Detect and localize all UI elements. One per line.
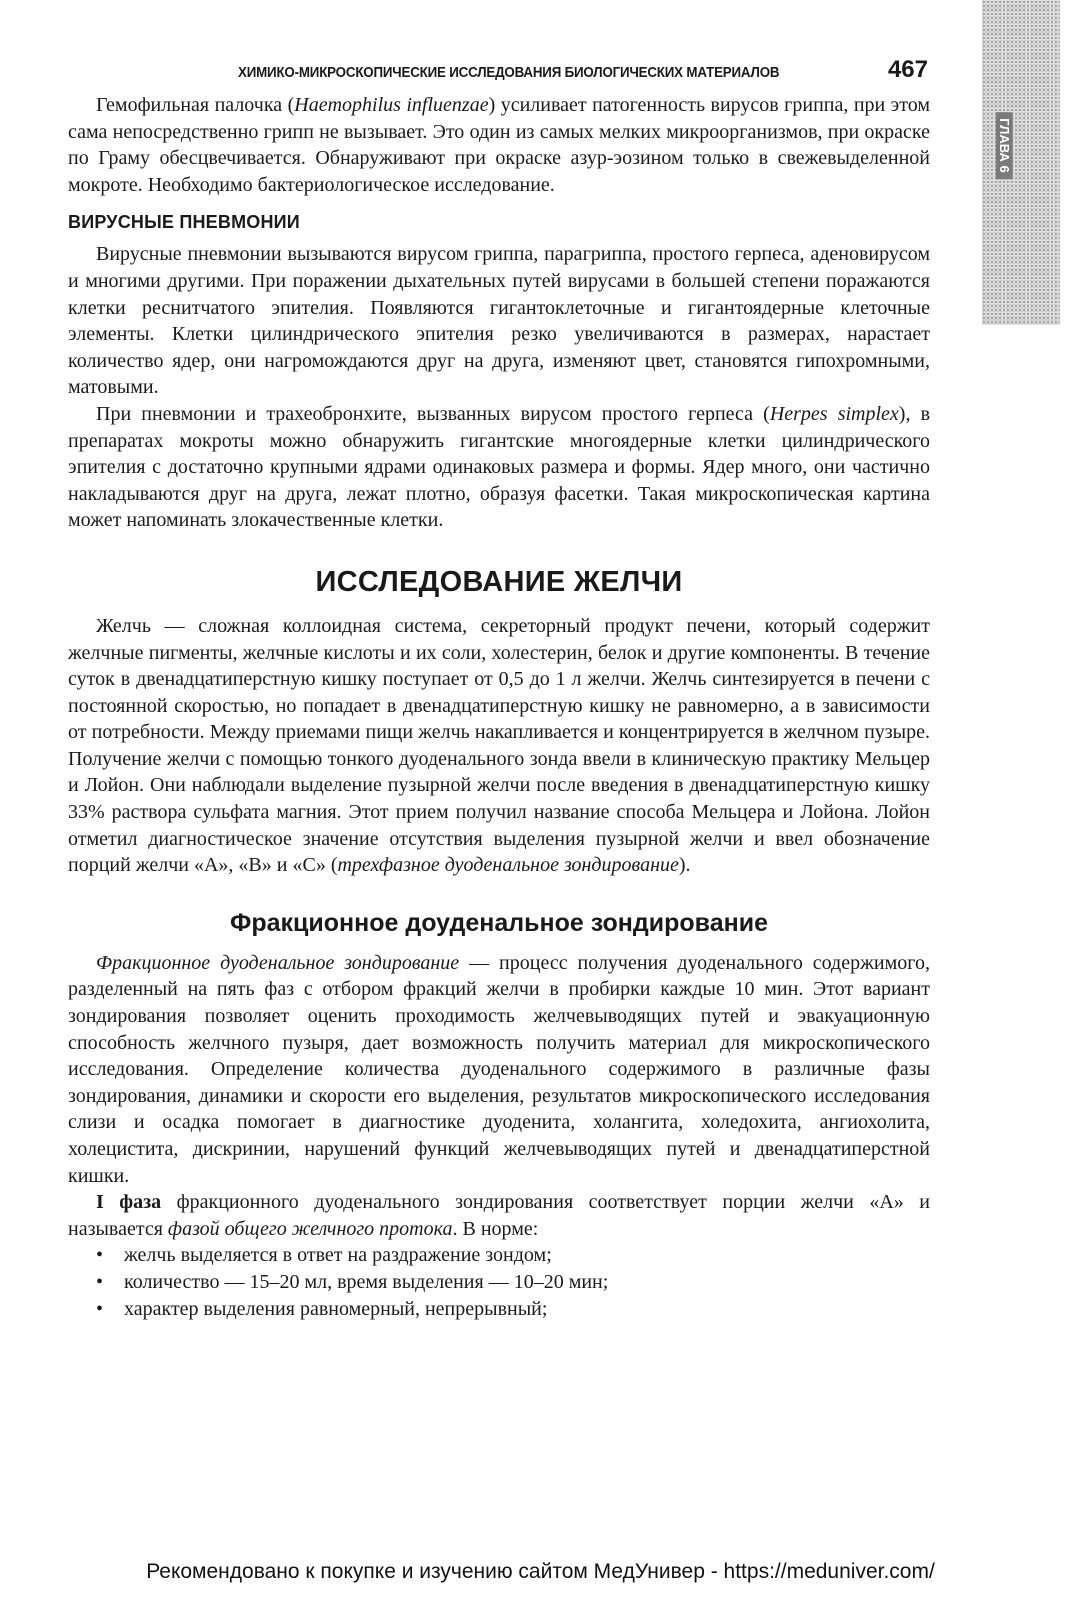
running-header <box>238 56 928 86</box>
paragraph-herpes <box>68 401 930 534</box>
text-run: При пневмонии и трахеобронхите, вызванных вирусом простого герпеса ( <box>96 402 770 425</box>
paragraph-phase-one <box>68 1189 930 1242</box>
page-content <box>68 92 930 1322</box>
italic-term: фазой общего желчного протока <box>167 1217 453 1240</box>
paragraph-fractional-sounding <box>68 950 930 1189</box>
chapter-tab-text: ГЛАВА 6 <box>996 112 1013 179</box>
list-item: • характер выделения равномерный, непрерывный; <box>68 1296 930 1323</box>
page-number: 467 <box>887 56 928 83</box>
phase-one-norm-list <box>68 1242 930 1322</box>
chapter-tab-label <box>984 100 1024 190</box>
bold-term: I фаза <box>96 1191 162 1214</box>
heading-viral-pneumonia: ВИРУСНЫЕ ПНЕВМОНИИ <box>68 212 300 233</box>
text-run: ). <box>678 854 691 877</box>
text-run: ), в препаратах мокроты можно обнаружить гигантские многоядерные клетки цилиндрического эпителия с достаточно крупными ядрами одинаковых размера и формы. Ядер много, они частично накладываются друг на друга, лежат плотно, образуя фасетки. Такая микроскопическая картина может напоминать злокачественные клетки. <box>68 402 931 532</box>
text-run: ) усиливает патогенность вирусов гриппа, при этом сама непосредственно грипп не вызывает. Это один из самых мелких микроорганизмов, при окраске по Граму обесцвечивается. Обнаруживают при окраске азур-эозином только в свежевыделенной мокроте. Необходимо бактериологическое исследование. <box>68 94 931 196</box>
text-run: Желчь — сложная коллоидная система, секреторный продукт печени, который содержит желчные пигменты, желчные кислоты и их соли, холестерин, белок и другие компоненты. В течение суток в двенадцатиперстную кишку поступает от 0,5 до 1 л желчи. Желчь синтезируется в печени с постоянной скоростью, но попадает в двенадцатиперстную кишку не равномерно, а в зависимости от потребности. Между приемами пищи желчь накапливается и концентрируется в желчном пузыре. Получение желчи с помощью тонкого дуоденального зонда ввели в клиническую практику Мельцер и Лойон. Они наблюдали выделение пузырной желчи после введения в двенадцатиперстную кишку 33% раствора сульфата магния. Этот прием получил название способа Мельцера и Лойона. Лойон отметил диагностическое значение отсутствия выделения пузырной желчи и ввел обозначение порций желчи «А», «В» и «С» ( <box>68 614 930 877</box>
heading-fractional-sounding: Фракционное доуденальное зондирование <box>230 908 768 937</box>
text-run: — процесс получения дуоденального содержимого, разделенный на пять фаз с отбором фракций желчи в пробирки каждые 10 мин. Этот вариант зондирования позволяет оценить проходимость желчевыводящих путей и эвакуационную способность желчного пузыря, дает возможность получить материал для микроскопического исследования. Определение количества дуоденального содержимого в различные фазы зондирования, динамики и скорости его выделения, результатов микроскопического исследования слизи и осадка помогает в диагностике дуоденита, холангита, холедохита, ангиохолита, холецистита, дискринии, нарушений функций желчевыводящих путей и двенадцатиперстной кишки. <box>68 951 930 1187</box>
footer-watermark: Рекомендовано к покупке и изучению сайтом МедУнивер - https://meduniver.com/ <box>146 1560 935 1583</box>
list-item: • количество — 15–20 мл, время выделения — 10–20 мин; <box>68 1269 930 1296</box>
italic-term: Фракционное дуоденальное зондирование <box>96 951 460 974</box>
paragraph-bile <box>68 613 930 879</box>
list-item: • желчь выделяется в ответ на раздражение зондом; <box>68 1242 930 1269</box>
heading-bile-study: ИССЛЕДОВАНИЕ ЖЕЛЧИ <box>315 565 683 598</box>
text-run: Гемофильная палочка ( <box>96 94 295 116</box>
text-run: . В норме: <box>452 1217 539 1240</box>
paragraph-haemophilus <box>68 92 930 198</box>
running-title: ХИМИКО-МИКРОСКОПИЧЕСКИЕ ИССЛЕДОВАНИЯ БИОЛОГИЧЕСКИХ МАТЕРИАЛОВ <box>238 65 780 81</box>
text-run: фракционного дуоденального зондирования соответствует порции желчи «А» и называется <box>68 1191 930 1240</box>
latin-term: Herpes simplex <box>769 402 899 425</box>
paragraph-viral-pneumonia: Вирусные пневмонии вызываются вирусом гриппа, парагриппа, простого герпеса, аденовирусом и многими другими. При поражении дыхательных путей вирусами в большей степени поражаются клетки реснитчатого эпителия. Появляются гигантоклеточные и гигантоядерные клеточные элементы. Клетки цилиндрического эпителия резко увеличиваются в размерах, нарастает количество ядер, они нагромождаются друг на друга, изменяют цвет, становятся гипохромными, матовыми. <box>68 243 930 399</box>
italic-term: трехфазное дуоденальное зондирование <box>337 854 679 877</box>
latin-term: Haemophilus influenzae <box>294 94 489 116</box>
